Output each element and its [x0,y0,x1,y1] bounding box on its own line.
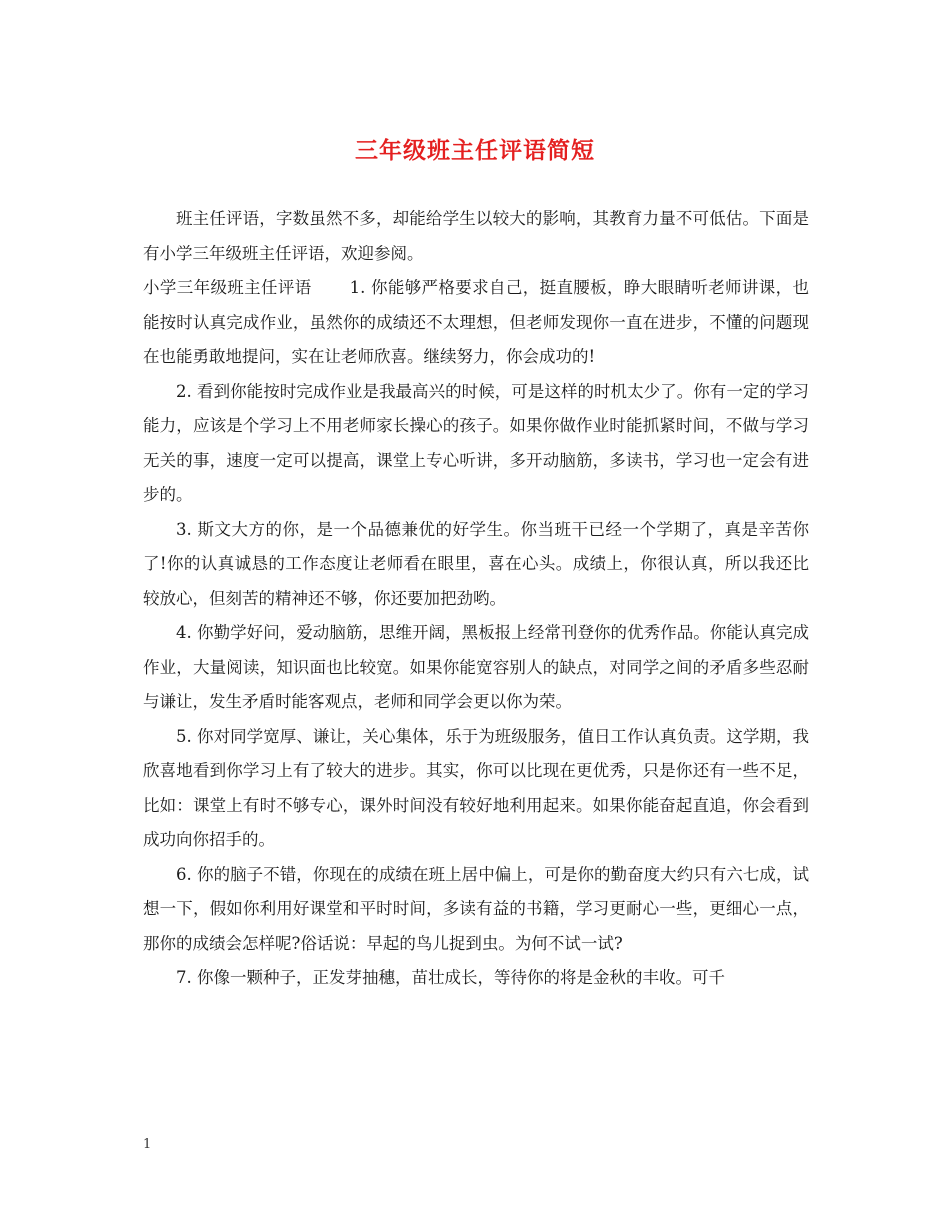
section-heading: 小学三年级班主任评语 [143,278,312,297]
comment-paragraph-5: 5. 你对同学宽厚、谦让，关心集体，乐于为班级服务，值日工作认真负责。这学期，我欣喜地看到你学习上有了较大的进步。其实，你可以比现在更优秀，只是你还有一些不足，比如：课堂上有时不够专心，课外时间没有较好地利用起来。如果你能奋起直追，你会看到成功向你招手的。 [143,726,809,849]
comment-paragraph-3: 3. 斯文大方的你，是一个品德兼优的好学生。你当班干已经一个学期了，真是辛苦你了!你的认真诚恳的工作态度让老师看在眼里，喜在心头。成绩上，你很认真，所以我还比较放心，但刻苦的精神还不够，你还要加把劲哟。 [143,519,809,608]
document-body [143,202,809,996]
comment-paragraph-4: 4. 你勤学好问，爱动脑筋，思维开阔，黑板报上经常刊登你的优秀作品。你能认真完成作业，大量阅读，知识面也比较宽。如果你能宽容别人的缺点，对同学之间的矛盾多些忍耐与谦让，发生矛盾时能客观点，老师和同学会更以你为荣。 [143,623,809,711]
comment-paragraph-7: 7. 你像一颗种子，正发芽抽穗，苗壮成长，等待你的将是金秋的丰收。可千 [176,968,725,987]
comment-paragraph-2: 2. 看到你能按时完成作业是我最高兴的时候，可是这样的时机太少了。你有一定的学习能力，应该是个学习上不用老师家长操心的孩子。如果你做作业时能抓紧时间，不做与学习无关的事，速度一定可以提高，课堂上专心听讲，多开动脑筋，多读书，学习也一定会有进步的。 [143,381,809,504]
comment-paragraph-6: 6. 你的脑子不错，你现在的成绩在班上居中偏上，可是你的勤奋度大约只有六七成，试想一下，假如你利用好课堂和平时时间，多读有益的书籍，学习更耐心一些，更细心一点，那你的成绩会怎样呢?俗话说：早起的鸟儿捉到虫。为何不试一试? [143,864,809,953]
page-number: 1 [143,1137,152,1152]
comment-paragraph-1 [143,271,809,375]
document-title: 三年级班主任评语简短 [355,137,595,164]
comment-text-1: 1. 你能够严格要求自己，挺直腰板，睁大眼睛听老师讲课，也能按时认真完成作业，虽然你的成绩还不太理想，但老师发现你一直在进步，不懂的问题现在也能勇敢地提问，实在让老师欣喜。继续努力，你会成功的! [143,278,810,366]
intro-paragraph: 班主任评语，字数虽然不多，却能给学生以较大的影响，其教育力量不可低估。下面是有小学三年级班主任评语，欢迎参阅。 [143,209,809,263]
